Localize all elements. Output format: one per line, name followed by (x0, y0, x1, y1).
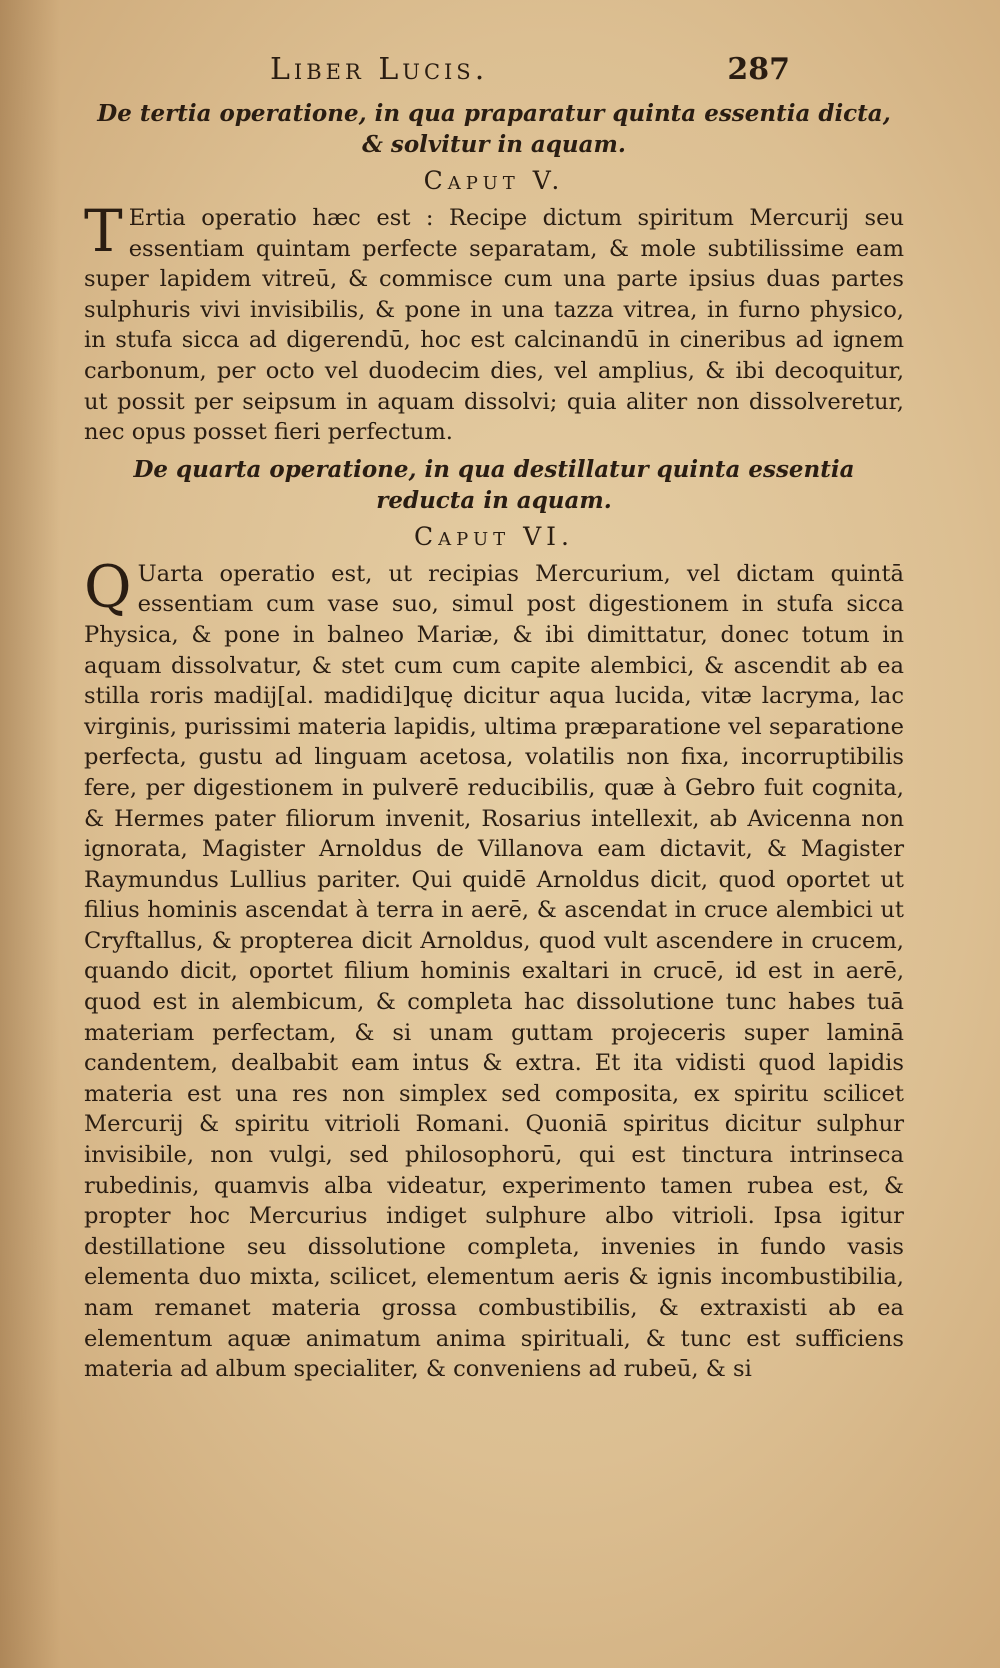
page-header (270, 52, 790, 92)
section-heading-1: De tertia operatione, in qua praparatur quinta essentia dicta, & solvitur in aquam. (97, 100, 891, 158)
drop-cap-1: T (84, 197, 123, 265)
page-edge-shadow (0, 0, 60, 1668)
chapter-title-1: Caput V. (423, 166, 565, 195)
main-text (84, 98, 904, 1391)
paragraph-2-text: Uarta operatio est, ut recipias Mercurium, vel dictam quintā essentiam cum vase suo, simul post digestionem in stufa sicca Physica, & pone in balneo Mariæ, & ibi dimittatur, donec totum in aquam dissolvatur, & stet cum cum capite alembici, & ascendit ab ea stilla roris madij[al. madidi]quę dicitur aqua lucida, vitæ lacryma, lac virginis, purissimi materia lapidis, ultima præparatione vel separatione perfecta, gustu ad linguam acetosa, volatilis non fixa, incorruptibilis fere, per digestionem in pulverē reducibilis, quæ à Gebro fuit cognita, & Hermes pater filiorum invenit, Rosarius intellexit, ab Avicenna non ignorata, Magister Arnoldus de Villanova eam dictavit, & Magister Raymundus Lullius pariter. Qui quidē Arnoldus dicit, quod oportet ut filius hominis ascendat à terra in aerē, & ascendat in cruce alembici ut Cryftallus, & propterea dicit Arnoldus, quod vult ascendere in crucem, quando dicit, oportet filium hominis exaltari in crucē, id est in aerē, quod est in alembicum, & completa hac dissolutione tunc habes tuā materiam perfectam, & si unam guttam projeceris super laminā candentem, dealbabit eam intus & extra. Et ita vidisti quod lapidis materia est una res non simplex sed composita, ex spiritu scilicet Mercurij & spiritu vitrioli Romani. Quoniā spiritus dicitur sulphur invisibile, non vulgi, sed philosophorū, qui est tinctura intrinseca rubedinis, quamvis alba videatur, experimento tamen rubea est, & propter hoc Mercurius indiget sulphure albo vitrioli. Ipsa igitur destillatione seu dissolutione completa, invenies in fundo vasis elementa duo mixta, scilicet, elementum aeris & ignis incombustibilia, nam remanet materia grossa combustibilis, & extraxisti ab ea elementum aquæ animatum anima spirituali, & tunc est sufficiens materia ad album specialiter, & conveniens ad rubeū, & si (84, 560, 904, 1383)
drop-cap-2: Q (84, 552, 132, 621)
section-heading-2: De quarta operatione, in qua destillatur quinta essentia reducta in aquam. (133, 455, 855, 514)
page-number: 287 (727, 52, 790, 87)
paragraph-2 (84, 552, 904, 1385)
chapter-title-2: Caput VI. (414, 521, 574, 551)
paragraph-1 (84, 197, 904, 448)
running-title: Liber Lucis. (270, 52, 489, 87)
paragraph-1-text: Ertia operatio hæc est : Recipe dictum spiritum Mercurij seu essentiam quintam perfecte separatam, & mole subtilissime eam super lapidem vitreū, & commisce cum una parte ipsius duas partes sulphuris vivi invisibilis, & pone in una tazza vitrea, in furno physico, in stufa sicca ad digerendū, hoc est calcinandū in cineribus ad ignem carbonum, per octo vel duodecim dies, vel amplius, & ibi decoquitur, ut possit per seipsum in aquam dissolvi; quia aliter non dissolveretur, nec opus posset fieri perfectum. (84, 205, 904, 446)
